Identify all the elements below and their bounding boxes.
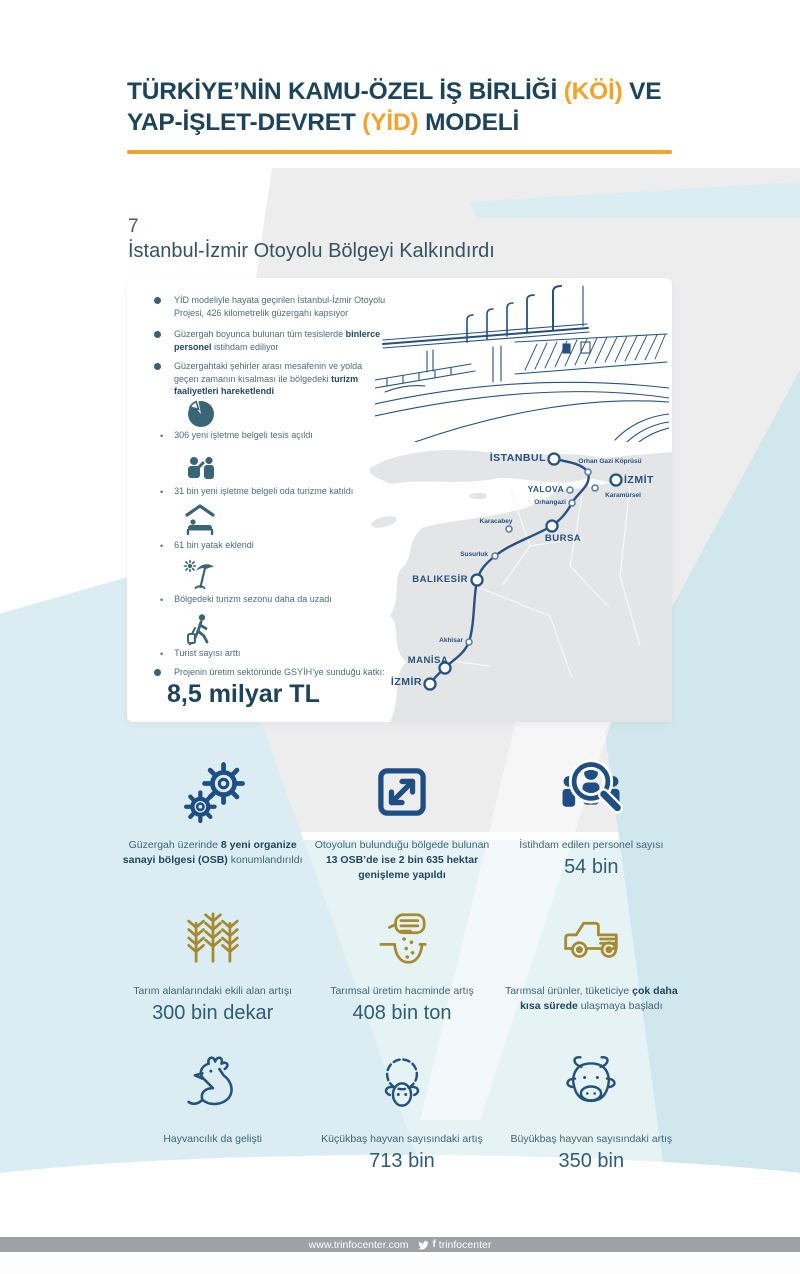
bed-icon (183, 502, 217, 541)
title-underline (127, 150, 672, 154)
marker-izmit (611, 475, 622, 486)
title-text: MODELİ (418, 109, 520, 136)
sub-bullet-dot: • (160, 595, 164, 605)
stat-label: İstihdam edilen personel sayısı (519, 839, 664, 851)
expand-arrows-icon (310, 752, 493, 832)
truck-icon (500, 898, 683, 978)
stat-value: 350 bin (558, 1150, 625, 1172)
rooster-icon (121, 1046, 304, 1126)
bullet-text: YİD modeliyle hayata geçirilen İstanbul-İzmir Otoyolu Projesi, 426 kilometrelik güzergahı kapsıyor (174, 295, 386, 318)
city-label-balikesir: BALIKESİR (412, 574, 468, 585)
stats-row-3 (118, 1046, 686, 1173)
stat-expansion (307, 752, 496, 886)
marker-izmir (425, 679, 436, 690)
stat-label: Büyükbaş hayvan sayısındaki artış (510, 1133, 673, 1145)
city-label-manisa: MANİSA (407, 655, 449, 666)
stat-farmland (118, 898, 307, 1025)
marker-balikesir (472, 575, 483, 586)
stat-label: Tarımsal ürünler, tüketiciye çok daha kısa sürede ulaşmaya başladı (504, 985, 678, 1012)
gdp-label: Projenin üretim sektöründe GSYİH’ye sunduğu katkı: (174, 667, 385, 677)
bullet-dot (154, 363, 161, 370)
stat-label: Tarımsal üretim hacminde artış (330, 985, 474, 997)
city-label-bursa: BURSA (544, 533, 582, 544)
city-label-izmit: İZMİT (624, 474, 654, 486)
city-label-istanbul: İSTANBUL (489, 452, 546, 464)
marker-bursa (547, 521, 558, 532)
sub-item (160, 648, 240, 660)
gdp-value: 8,5 milyar TL (167, 680, 320, 708)
stat-osb (118, 752, 307, 886)
stat-cattle (497, 1046, 686, 1173)
footer-social[interactable] (417, 1239, 491, 1251)
city-label-orhangazi: Orhangazi (534, 499, 566, 506)
bullet-text: Güzergah boyunca bulunan tüm tesislerde binlerce personel istihdam ediliyor (174, 329, 381, 352)
people-icon (183, 454, 217, 489)
footer-bar (0, 1237, 800, 1252)
hand-seeds-icon (310, 898, 493, 978)
background-shape (0, 1252, 800, 1274)
stat-label: Hayvancılık da gelişti (163, 1133, 262, 1145)
stat-value: 408 bin ton (352, 1002, 452, 1024)
bullet-item (154, 360, 392, 398)
footer-url[interactable]: www.trinfocenter.com (308, 1238, 409, 1251)
stat-value: 300 bin dekar (152, 1002, 274, 1024)
sub-item-text: 61 bin yatak eklendi (174, 540, 254, 550)
tourist-icon (183, 612, 217, 651)
sub-item (160, 430, 313, 442)
title-text: TÜRKİYE’NİN KAMU-ÖZEL İŞ BİRLİĞİ (127, 78, 564, 105)
marker-susurluk (492, 553, 498, 559)
sub-item (160, 540, 254, 552)
section-number: 7 (128, 216, 139, 237)
marker-orhangazi (569, 500, 575, 506)
bullet-dot (154, 297, 161, 304)
stats-row-1 (118, 752, 686, 886)
wheat-icon (121, 898, 304, 978)
bullet-dot (154, 331, 161, 338)
facebook-icon: f (432, 1239, 436, 1250)
sub-item-text: 31 bin yeni işletme belgeli oda turizme katıldı (174, 486, 354, 496)
marker-orhan-gazi-bridge (585, 469, 591, 475)
stat-label: Güzergah üzerinde 8 yeni organize sanayi bölgesi (OSB) konumlandırıldı (122, 839, 303, 866)
sheep-icon (310, 1046, 493, 1126)
city-label-susurluk: Susurluk (460, 551, 488, 558)
page-title (127, 76, 683, 138)
bullet-item (154, 328, 392, 353)
sub-item (160, 486, 353, 498)
sub-bullet-dot: • (160, 487, 164, 497)
personnel-search-icon (500, 752, 683, 832)
highway-card (127, 278, 672, 722)
stat-personnel (497, 752, 686, 886)
route-map (330, 426, 672, 722)
city-label-karacabey: Karacabey (479, 518, 513, 525)
marker-akhisar (466, 639, 472, 645)
footer-handle: trinfocenter (438, 1238, 492, 1251)
sub-bullet-dot: • (160, 649, 164, 659)
city-label-akhisar: Akhisar (439, 637, 463, 644)
bullet-text: Güzergahtaki şehirler arası mesafenin ve yolda geçen zamanın kısalması ile bölgedeki turizm faaliyetleri hareketlendi (174, 361, 363, 396)
stat-production (307, 898, 496, 1025)
sub-item-text: Bölgedeki turizm sezonu daha da uzadı (174, 594, 332, 604)
title-accent-koi: (KÖİ) (563, 78, 623, 105)
sub-bullet-dot: • (160, 541, 164, 551)
stat-label: Otoyolun bulunduğu bölgede bulunan 13 OSB’de ise 2 bin 635 hektar genişleme yapıldı (314, 839, 490, 881)
gears-icon (121, 752, 304, 832)
bullet-dot (154, 669, 161, 676)
title-accent-yid: (YİD) (362, 109, 419, 136)
section-heading: İstanbul-İzmir Otoyolu Bölgeyi Kalkındırdı (128, 240, 495, 262)
city-label-yalova: YALOVA (527, 484, 564, 494)
highway-illustration (375, 284, 669, 447)
city-label-karamursel: Karamürsel (605, 492, 641, 499)
stat-sheep (307, 1046, 496, 1173)
marker-karacabey (506, 526, 512, 532)
stat-label: Küçükbaş hayvan sayısındaki artış (321, 1133, 483, 1145)
stat-value: 713 bin (369, 1150, 435, 1172)
stat-value: 54 bin (564, 856, 619, 878)
sub-item-text: 306 yeni işletme belgeli tesis açıldı (174, 430, 313, 440)
marker-karamursel (592, 485, 598, 491)
cow-icon (500, 1046, 683, 1126)
stats-row-2 (118, 898, 686, 1025)
city-label-izmir: İZMİR (390, 676, 422, 688)
stat-livestock (118, 1046, 307, 1173)
marker-yalova (567, 487, 573, 493)
bullet-item (154, 294, 392, 319)
stat-delivery (497, 898, 686, 1025)
sub-item-text: Turist sayısı arttı (174, 648, 241, 658)
title-text: VE YAP-İŞLET-DEVRET (127, 78, 662, 136)
stat-label: Tarım alanlarındaki ekili alan artışı (133, 985, 293, 997)
sub-item (160, 594, 332, 606)
twitter-icon (417, 1240, 429, 1250)
city-label-orhan-gazi-koprusu: Orhan Gazi Köprüsü (578, 458, 642, 465)
sub-bullet-dot: • (160, 431, 164, 441)
beach-umbrella-icon (183, 558, 217, 597)
